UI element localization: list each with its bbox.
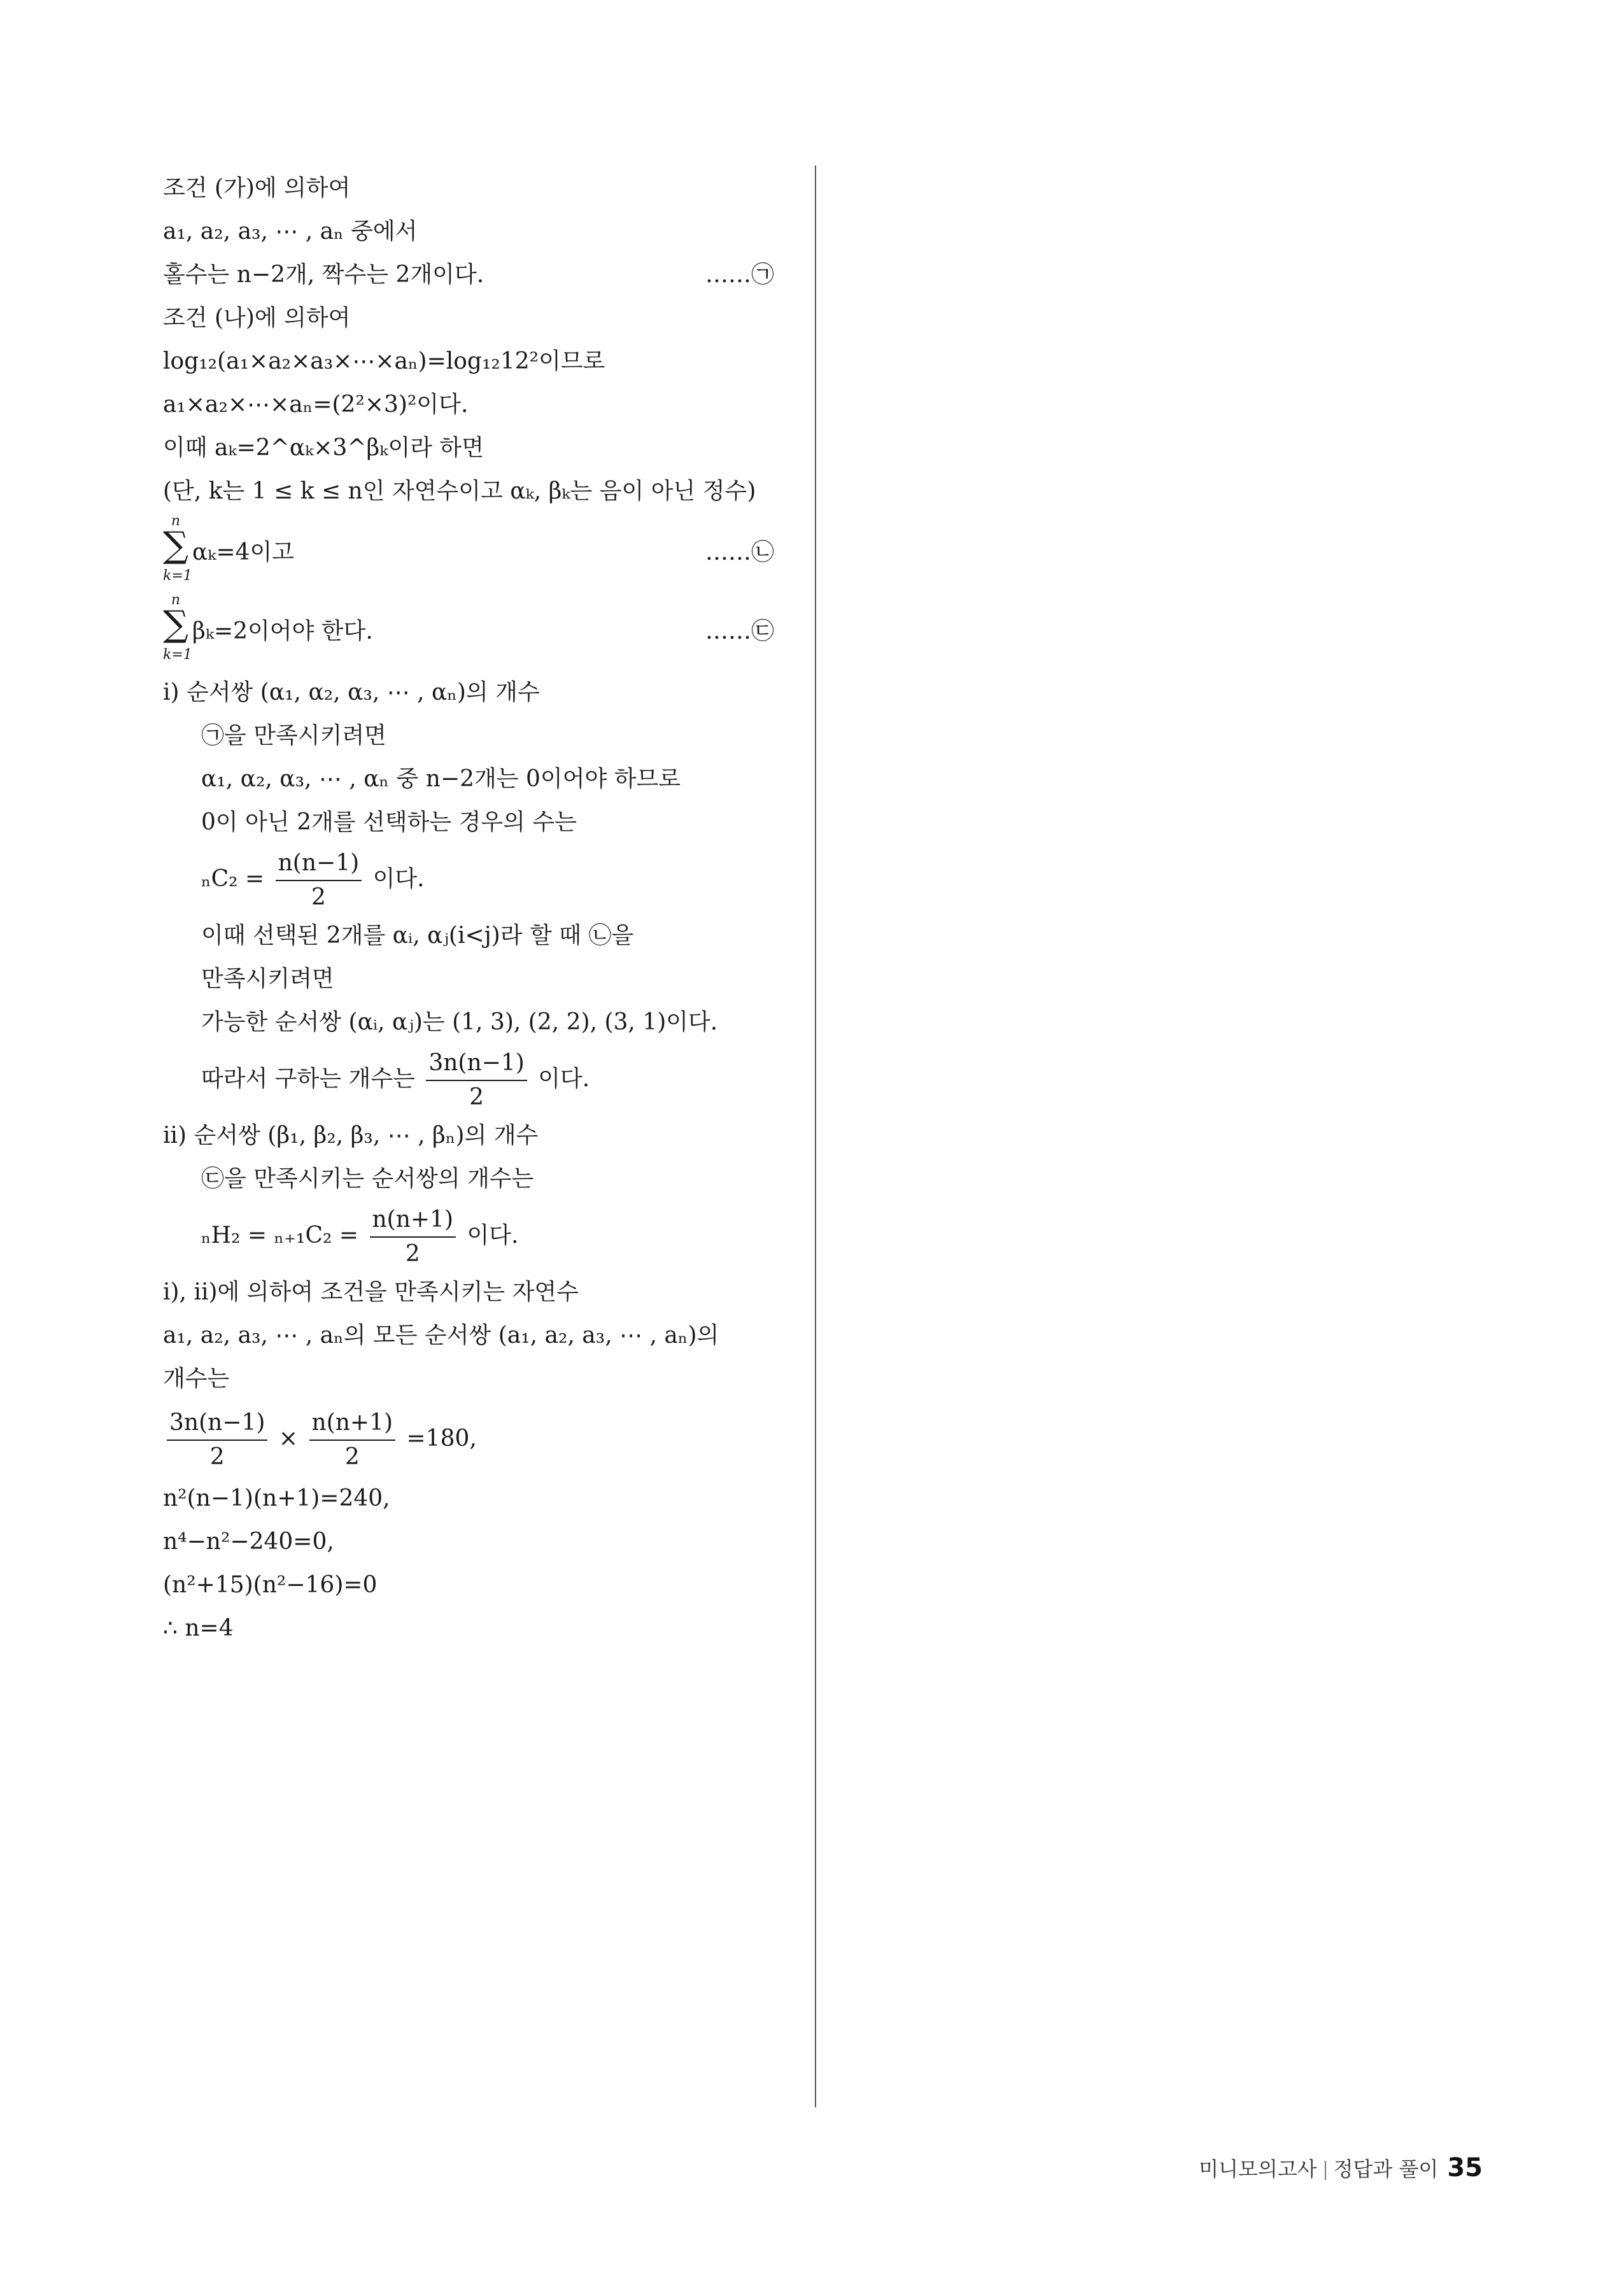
fraction [426, 1051, 526, 1110]
fraction-denominator: 2 [209, 1444, 225, 1470]
equation-marker-1: ……㉠ [705, 262, 774, 288]
summation-line [163, 513, 774, 592]
text-line: 조건 (나)에 의하여 [163, 305, 351, 331]
text-line: (단, k는 1 ≤ k ≤ n인 자연수이고 αₖ, βₖ는 음이 아닌 정수) [163, 478, 756, 504]
sum-expression: βₖ=2이어야 한다. [192, 618, 373, 644]
footer-label: 미니모의고사 [1199, 2157, 1317, 2181]
final-answer: ∴ n=4 [163, 1615, 234, 1641]
sum-upper-limit: n [171, 592, 181, 608]
text-line: 가능한 순서쌍 (αᵢ, αⱼ)는 (1, 3), (2, 2), (3, 1)이다. [201, 1009, 718, 1035]
fraction [370, 1207, 456, 1267]
sigma-symbol: ∑ [163, 525, 188, 566]
text-line: 0이 아닌 2개를 선택하는 경우의 수는 [201, 809, 577, 835]
text-line: (n²+15)(n²−16)=0 [163, 1572, 378, 1598]
fraction [276, 851, 362, 910]
fraction-denominator: 2 [405, 1241, 420, 1267]
fraction-numerator: n(n−1) [276, 851, 362, 881]
equation-marker-3: ……㉢ [705, 618, 774, 644]
text-line: log₁₂(a₁×a₂×a₃×⋯×aₙ)=log₁₂12²이므로 [163, 348, 605, 374]
text-span: 이다. [538, 1066, 590, 1092]
fraction-line [163, 1401, 774, 1477]
page-number: 35 [1447, 2153, 1483, 2182]
fraction-numerator: n(n+1) [370, 1207, 456, 1238]
case-heading: ⅱ) 순서쌍 (β₁, β₂, β₃, ⋯ , βₙ)의 개수 [163, 1122, 539, 1149]
fraction-denominator: 2 [311, 884, 326, 910]
fraction [309, 1410, 396, 1470]
text-line [163, 253, 774, 297]
text-line: 만족시키려면 [201, 966, 334, 992]
page-footer [1199, 2149, 1483, 2187]
text-line: a₁, a₂, a₃, ⋯ , aₙ의 모든 순서쌍 (a₁, a₂, a₃, ⋯ , aₙ)의 [163, 1322, 719, 1348]
solution-column [163, 167, 774, 1650]
fraction-line [163, 1044, 774, 1114]
fraction-denominator: 2 [469, 1084, 484, 1110]
case-heading: ⅰ) 순서쌍 (α₁, α₂, α₃, ⋯ , αₙ)의 개수 [163, 679, 540, 705]
text-line: ㉢을 만족시키는 순서쌍의 개수는 [201, 1166, 534, 1192]
text-line: n⁴−n²−240=0, [163, 1529, 334, 1555]
text-line: ⅰ), ⅱ)에 의하여 조건을 만족시키는 자연수 [163, 1279, 579, 1305]
text-span: 홀수는 n−2개, 짝수는 2개이다. [163, 262, 484, 288]
text-span: =180, [406, 1426, 477, 1452]
sum-lower-limit: k=1 [163, 568, 192, 584]
fraction-denominator: 2 [344, 1444, 360, 1470]
times-sign: × [278, 1426, 299, 1452]
fraction-numerator: 3n(n−1) [167, 1410, 267, 1441]
text-line: 조건 (가)에 의하여 [163, 175, 351, 201]
fraction-line [163, 1201, 774, 1271]
text-span: 이다. [372, 866, 425, 892]
text-span: 이다. [467, 1222, 519, 1249]
text-span: 따라서 구하는 개수는 [201, 1066, 415, 1092]
summation-line [163, 592, 774, 671]
text-line: 이때 aₖ=2^αₖ×3^βₖ이라 하면 [163, 435, 484, 461]
fraction-numerator: n(n+1) [309, 1410, 396, 1441]
fraction-line [163, 844, 774, 914]
text-span: ₙC₂ = [201, 866, 265, 892]
text-line: 이때 선택된 2개를 αᵢ, αⱼ(i<j)라 할 때 ㉡을 [201, 923, 634, 949]
text-line: 개수는 [163, 1366, 230, 1392]
sum-lower-limit: k=1 [163, 647, 192, 663]
sigma-symbol: ∑ [163, 604, 188, 645]
footer-section: 정답과 풀이 [1333, 2157, 1439, 2181]
text-line: a₁, a₂, a₃, ⋯ , aₙ 중에서 [163, 218, 418, 244]
equation-marker-2: ……㉡ [705, 539, 774, 565]
text-line: n²(n−1)(n+1)=240, [163, 1485, 390, 1511]
text-line: ㉠을 만족시키려면 [201, 723, 386, 749]
fraction-numerator: 3n(n−1) [426, 1051, 526, 1081]
footer-separator [1325, 2161, 1326, 2180]
text-line: a₁×a₂×⋯×aₙ=(2²×3)²이다. [163, 392, 469, 418]
sum-upper-limit: n [171, 513, 181, 529]
column-divider [815, 166, 816, 2107]
text-line: α₁, α₂, α₃, ⋯ , αₙ 중 n−2개는 0이어야 하므로 [201, 766, 681, 792]
sum-expression: αₖ=4이고 [192, 539, 295, 565]
fraction [167, 1410, 267, 1470]
text-span: ₙH₂ = ₙ₊₁C₂ = [201, 1222, 359, 1249]
